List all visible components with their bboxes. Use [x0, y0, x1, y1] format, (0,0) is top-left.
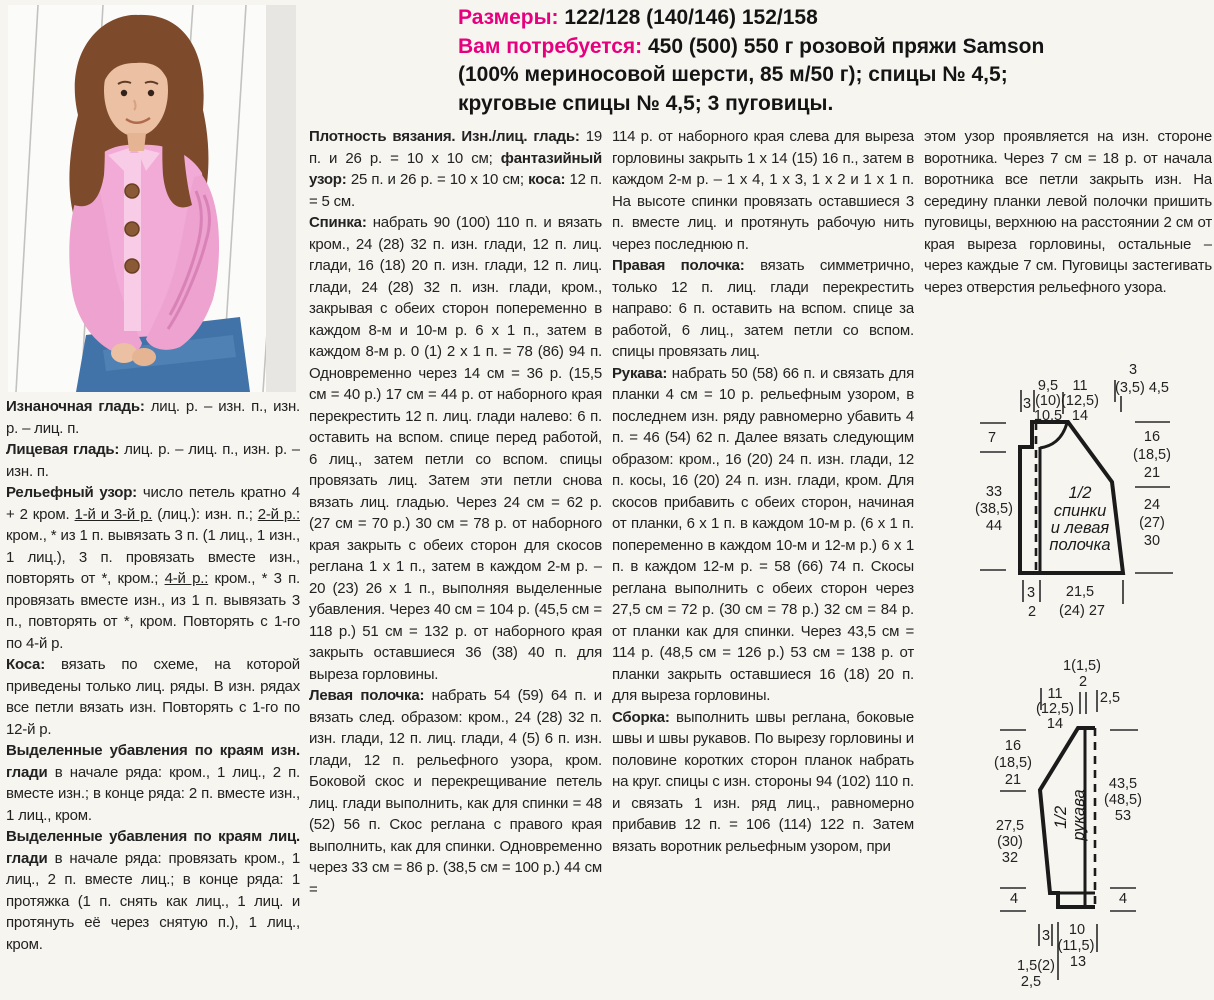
- neck: [127, 133, 146, 151]
- measure: 11: [1072, 378, 1088, 394]
- measure: (30): [997, 834, 1023, 850]
- measure: 1,5(2): [1017, 958, 1055, 974]
- text-column-instructions-3: [924, 126, 1212, 364]
- paragraph: Лицевая гладь: лиц. р. – лиц. п., изн. р. – изн. п.: [6, 441, 300, 480]
- measure: 21: [1143, 465, 1161, 481]
- button: [125, 184, 139, 198]
- measure: 7: [987, 430, 997, 446]
- measure: 4: [1009, 891, 1019, 907]
- measure: 53: [1114, 808, 1132, 824]
- measure: 27,5: [995, 818, 1025, 834]
- paragraph: 114 р. от наборного края слева для выреза горловины закрыть 1 х 14 (15) 16 п., затем в каждом 2-м р. – 1 х 4, 1 х 3, 1 х 2 и 1 х 1 п. На высоте спинки провязать оставшиеся 3 п. вместе лиц. и протянуть рабочую нить через последнюю п.: [612, 128, 914, 253]
- measure: (12,5): [1036, 701, 1074, 717]
- measure: 13: [1069, 954, 1087, 970]
- svg-text:спинки: спинки: [1053, 502, 1107, 520]
- materials-value: 450 (500) 550 г розовой пряжи Samson (100% мериносовой шерсти, 85 м/50 г); спицы № 4,5; круговые спицы № 4,5; 3 пуговицы.: [458, 34, 1045, 115]
- paragraph: Выделенные убавления по краям лиц. глади в начале ряда: провязать кром., 1 лиц., 2 п. вместе лиц.; в конце ряда: 1 протяжка (1 п. снять как лиц., 1 лиц. и протянуть её через снятую п.), 1 лиц., кром.: [6, 828, 300, 953]
- sleeve-piece-label: [1052, 789, 1088, 841]
- svg-text:1/2: 1/2: [1068, 484, 1092, 502]
- measure: 14: [1071, 408, 1089, 424]
- measure: (11,5): [1057, 938, 1095, 954]
- photo-girl-pink-cardigan: [8, 5, 296, 392]
- paragraph: Рельефный узор: число петель кратно 4 + 2 кром. 1-й и 3-й р. (лиц.): изн. п.; 2-й р.: кром., * из 1 п. вывязать 3 п. (1 лиц., 1 изн., 1 лиц.), 3 п. провязать вместе изн., повторять от *, кром.; 4-й р.: кром., * 3 п. провязать вместе изн., из 1 п. вывязать 3 п., повторять от *, кром. Повторять с 1-го по 4-й р.: [6, 484, 300, 652]
- materials-label: Вам потребуется:: [458, 34, 643, 58]
- svg-text:полочка: полочка: [1049, 536, 1111, 554]
- measure: 1(1,5): [1063, 658, 1101, 674]
- measure: 33: [985, 484, 1003, 500]
- measure: 3: [1128, 362, 1138, 378]
- measure: 4: [1118, 891, 1128, 907]
- button: [125, 259, 139, 273]
- measure: 2,5: [1099, 690, 1121, 706]
- paragraph: Левая полочка: набрать 54 (59) 64 п. и вязать след. образом: кром., 24 (28) 32 п. изн. глади, 12 п. лиц. глади, 4 (5) 6 п. изн. глади, 12 п. рельефного узора, кром. Боковой скос и перекрещивание петель лиц. глади выполнить, как для спинки = 48 (52) 56 п. Скос реглана с правого края выполнить, как для спинки. Одновременно через 33 см = 86 р. (38,5 см = 100 р.) 44 см =: [309, 687, 602, 898]
- measure: (38,5): [975, 501, 1013, 517]
- paragraph: Выделенные убавления по краям изн. глади в начале ряда: кром., 1 лиц., 2 п. вместе изн.; в конце ряда: 2 п. вместе изн., 1 лиц., кром.: [6, 742, 300, 824]
- measure: 11: [1047, 686, 1063, 702]
- text-column-instructions-1: [309, 126, 602, 998]
- measure: 10,5: [1033, 408, 1063, 424]
- measure: 3: [1041, 928, 1051, 944]
- button: [125, 222, 139, 236]
- measure: 30: [1143, 533, 1161, 549]
- sizes-label: Размеры:: [458, 6, 559, 29]
- text-column-abbreviations: [6, 396, 300, 998]
- measure: 3: [1022, 396, 1032, 412]
- schematic-sleeve: [930, 630, 1214, 992]
- paragraph: Коса: вязать по схеме, на которой приведены только лиц. ряды. В изн. рядах все петли вязать изн. Повторять с 1-го по 12-й р.: [6, 656, 300, 738]
- paragraph: Плотность вязания. Изн./лиц. гладь: 19 п. и 26 р. = 10 х 10 см; фантазийный узор: 25 п. и 26 р. = 10 х 10 см; коса: 12 п. = 5 см.: [309, 128, 602, 210]
- measure: 16: [1004, 738, 1022, 754]
- text-column-instructions-2: [612, 126, 914, 998]
- measure: 24: [1143, 497, 1161, 513]
- measure: 21,5: [1065, 584, 1095, 600]
- measure: 14: [1046, 716, 1064, 732]
- measure: (48,5): [1104, 792, 1142, 808]
- measure: 9,5: [1037, 378, 1059, 394]
- paragraph: Сборка: выполнить швы реглана, боковые швы и швы рукавов. По вырезу горловины и половине коротких сторон планок набрать на круг. спицы с изн. стороны 94 (102) 110 п. и связать 1 изн. ряд лиц., равномерно прибавив 12 п. = 106 (114) 122 п. Затем вязать воротник рельефным узором, при: [612, 708, 914, 855]
- measure: 10: [1068, 922, 1086, 938]
- measure: 21: [1004, 772, 1022, 788]
- sizes-value: 122/128 (140/146) 152/158: [558, 6, 818, 29]
- pattern-header: [458, 4, 1066, 118]
- paragraph: Рукава: набрать 50 (58) 66 п. и связать для планки 4 см = 10 р. рельефным узором, в последнем изн. ряду равномерно убавить 4 п. = 46 (54) 62 п. Далее вязать следующим образом: кром., 16 (20) 24 п. изн. глади, 12 п. косы, 16 (20) 24 п. изн. глади, кром. Для скосов прибавить с обеих сторон, начиная от планки, 6 х 1 п. в каждом 10-м р. (6 х 1 п. попеременно в каждом 10-м и 12-м р.) 6 х 1 п. в каждом 12-м р. = 58 (66) 74 п. Скосы реглана выполнить с обеих сторон через 27,5 см = 72 р. (30 см = 78 р.) 32 см = 84 р. от планки как для спинки. Через 43,5 см = 114 р. (48,5 см = 126 р.) 53 см = 138 р. от планки закрыть оставшиеся 16 (18) 20 п. для выреза горловины.: [612, 364, 914, 704]
- measure: (18,5): [994, 755, 1032, 771]
- measure: 32: [1001, 850, 1019, 866]
- measure: (3,5) 4,5: [1115, 380, 1169, 396]
- paragraph: этом узор проявляется на изн. стороне воротника. Через 7 см = 18 р. от начала воротника все петли закрыть изн. На середину планки левой полочки пришить пуговицы, верхнюю на расстоянии 2 см от края выреза горловины, остальные – через каждые 7 см. Пуговицы застегивать через отверстия рельефного узора.: [924, 128, 1212, 296]
- measure: 2,5: [1020, 974, 1042, 990]
- svg-text:и левая: и левая: [1050, 519, 1110, 537]
- button-band: [124, 153, 141, 331]
- measure: (10): [1035, 393, 1061, 409]
- measure: (27): [1139, 515, 1165, 531]
- schematic-back-and-left-front: [930, 352, 1214, 630]
- measure: 16: [1143, 429, 1161, 445]
- measure: 3: [1026, 585, 1036, 601]
- back-piece-label: [1049, 484, 1110, 554]
- measure: 2: [1078, 674, 1088, 690]
- measure: (24) 27: [1059, 603, 1105, 619]
- paragraph: Изнаночная гладь: лиц. р. – изн. п., изн. р. – лиц. п.: [6, 398, 300, 437]
- measure: 2: [1027, 604, 1037, 620]
- measure: (12,5): [1061, 393, 1099, 409]
- photo-illustration: [8, 5, 296, 392]
- measure: (18,5): [1133, 447, 1171, 463]
- measure: 44: [985, 518, 1003, 534]
- photo-edge-shadow: [266, 5, 296, 392]
- measure: 43,5: [1108, 776, 1138, 792]
- paragraph: Спинка: набрать 90 (100) 110 п. и вязать кром., 24 (28) 32 п. изн. глади, 12 п. лиц. глади, 16 (18) 20 п. изн. глади, 12 п. лиц. глади, 24 (28) 32 п. изн. глади, кром., закрывая с обеих сторон попеременно в каждом 8-м и 10-м р. 6 х 1 п., затем в каждом 8-м р. 0 (1) 2 х 1 п. = 78 (86) 94 п. Одновременно через 14 см = 36 р. (15,5 см = 40 р.) 17 см = 44 р. от наборного края перекрестить 12 п. лиц. глади налево: 6 п. оставить на вспом. спице перед работой, 6 лиц., затем петли со вспом. спицы провязать лиц. Затем эти петли снова вязать лиц. гладью. Через 24 см = 62 р. (27 см = 70 р.) 30 см = 78 р. от наборного края закрыть с обеих сторон для скосов реглана 1 х 1 п., затем в каждом 2-м р. – 20 (23) 26 х 1 п., выполняя выделенные убавления. Через 40 см = 104 р. (45,5 см = 118 р.) 51 см = 132 р. от наборного края закрыть оставшиеся 36 (38) 40 п. для выреза горловины.: [309, 214, 602, 683]
- svg-text:1/2 рукава: 1/2 рукава: [1052, 789, 1088, 841]
- paragraph: Правая полочка: вязать симметрично, только 12 п. лиц. глади перекрестить направо: 6 п. оставить на вспом. спице за работой, 6 лиц., затем петли со вспом. спицы провязать лиц.: [612, 257, 914, 360]
- hands: [132, 348, 156, 366]
